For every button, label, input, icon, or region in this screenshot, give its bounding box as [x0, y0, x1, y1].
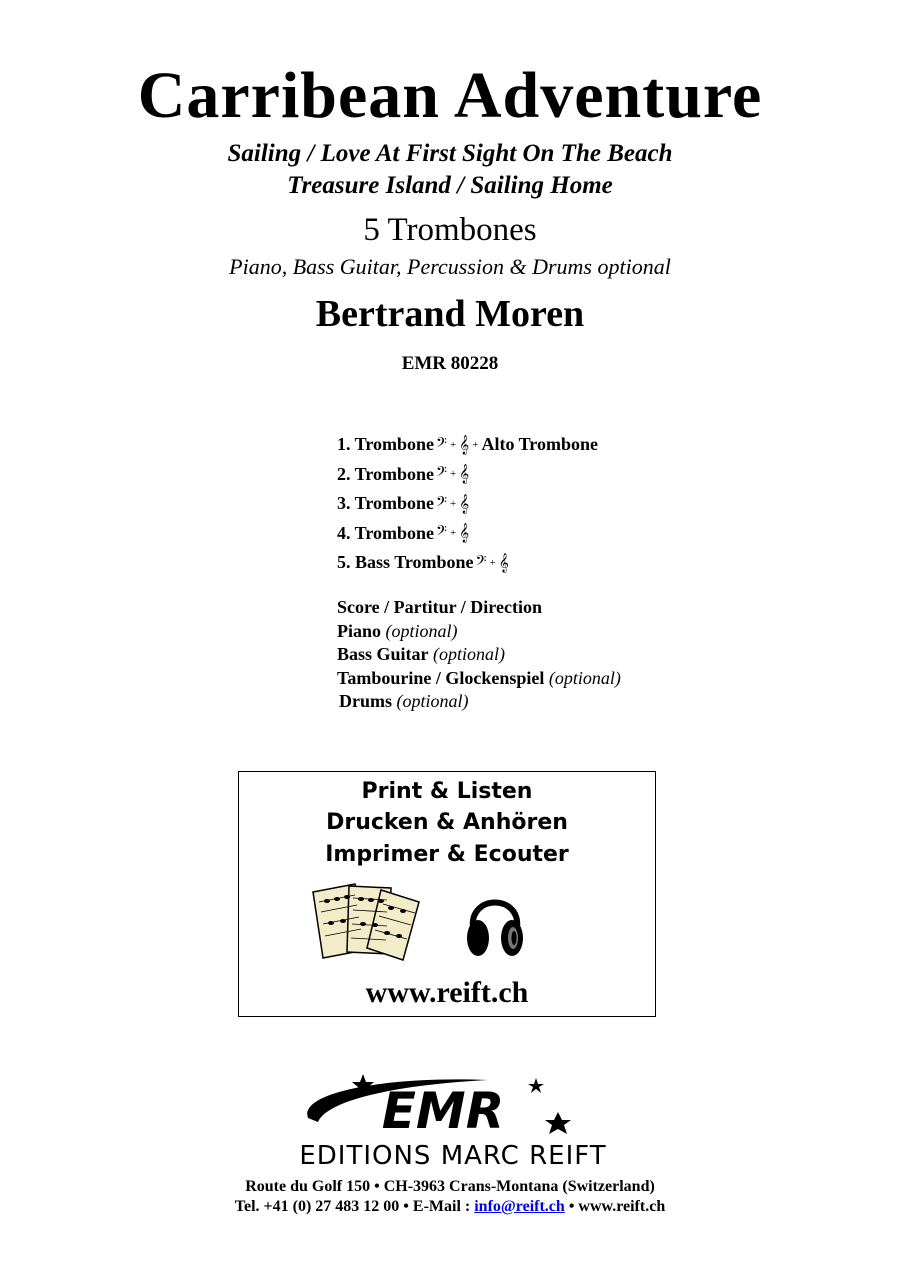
part-suffix: Alto Trombone: [481, 434, 598, 455]
clefs: 𝄢 + 𝄞: [436, 523, 470, 544]
part-item: [337, 548, 598, 578]
instrumentation: 5 Trombones: [363, 212, 537, 248]
extras-list: [337, 597, 621, 715]
email-link[interactable]: info@reift.ch: [474, 1198, 565, 1215]
extra-note: (optional): [396, 691, 469, 711]
bass-clef-icon: 𝄢: [436, 523, 447, 544]
extra-item: [337, 644, 621, 668]
composer: Bertrand Moren: [315, 293, 585, 335]
extra-item: [337, 691, 621, 715]
sheet-music-icon: [311, 880, 423, 962]
website-link[interactable]: www.reift.ch: [365, 976, 529, 1009]
publisher-web: • www.reift.ch: [564, 1198, 666, 1215]
part-item: [337, 519, 598, 549]
print-listen-box: [238, 771, 656, 1017]
subtitle-line-2: Treasure Island / Sailing Home: [287, 172, 613, 199]
publisher-contact: [0, 1198, 900, 1216]
part-item: [337, 430, 598, 460]
promo-line-2: Drucken & Anhören: [326, 810, 568, 835]
part-item: [337, 489, 598, 519]
extra-name: Bass Guitar: [337, 644, 429, 664]
clefs: 𝄢 + 𝄞: [436, 464, 470, 485]
extra-name: Piano: [337, 620, 382, 641]
promo-line-3: Imprimer & Ecouter: [325, 842, 569, 867]
bass-clef-icon: 𝄢: [436, 464, 447, 485]
publisher-tel: Tel. +41 (0) 27 483 12 00 • E-Mail :: [234, 1198, 475, 1215]
clefs: 𝄢 + 𝄞: [475, 552, 509, 573]
extra-item: [337, 668, 621, 692]
part-item: [337, 460, 598, 490]
publisher-address: Route du Golf 150 • CH-3963 Crans-Montana (Switzerland): [245, 1178, 655, 1195]
emr-logo: [238, 1072, 668, 1172]
page-title: Carribean Adventure: [137, 59, 763, 132]
extra-name: Score / Partitur / Direction: [337, 597, 542, 617]
treble-clef-icon: 𝄞: [498, 552, 509, 573]
bass-clef-icon: 𝄢: [475, 552, 487, 573]
treble-clef-icon: 𝄞: [459, 493, 470, 514]
extra-item: [337, 597, 621, 621]
extra-note: (optional): [433, 644, 506, 664]
publisher-name: EDITIONS MARC REIFT: [299, 1141, 607, 1171]
bass-clef-icon: 𝄢: [436, 434, 447, 455]
bass-clef-icon: 𝄢: [436, 493, 447, 514]
clefs: 𝄢 + 𝄞: [436, 493, 470, 514]
extra-note: (optional): [548, 667, 621, 688]
part-label: 1. Trombone: [337, 434, 435, 455]
promo-line-1: Print & Listen: [361, 779, 533, 804]
part-label: 2. Trombone: [337, 463, 435, 484]
extra-name: Tambourine / Glockenspiel: [337, 667, 545, 688]
treble-clef-icon: 𝄞: [459, 434, 470, 455]
parts-list: [337, 430, 598, 578]
clefs: 𝄢 + 𝄞 +: [436, 434, 479, 455]
treble-clef-icon: 𝄞: [459, 464, 470, 485]
emr-logo-text: EMR: [381, 1082, 505, 1140]
part-label: 3. Trombone: [337, 493, 435, 514]
treble-clef-icon: 𝄞: [459, 523, 470, 544]
extra-name: Drums: [339, 691, 392, 711]
extra-item: [337, 621, 621, 645]
part-label: 4. Trombone: [337, 522, 435, 543]
headphones-icon: [465, 884, 525, 962]
subtitle-line-1: Sailing / Love At First Sight On The Beach: [227, 140, 673, 167]
extra-note: (optional): [385, 620, 458, 641]
instrumentation-optional: Piano, Bass Guitar, Percussion & Drums optional: [229, 254, 671, 279]
catalog-number: EMR 80228: [401, 353, 499, 374]
part-label: 5. Bass Trombone: [337, 552, 474, 573]
